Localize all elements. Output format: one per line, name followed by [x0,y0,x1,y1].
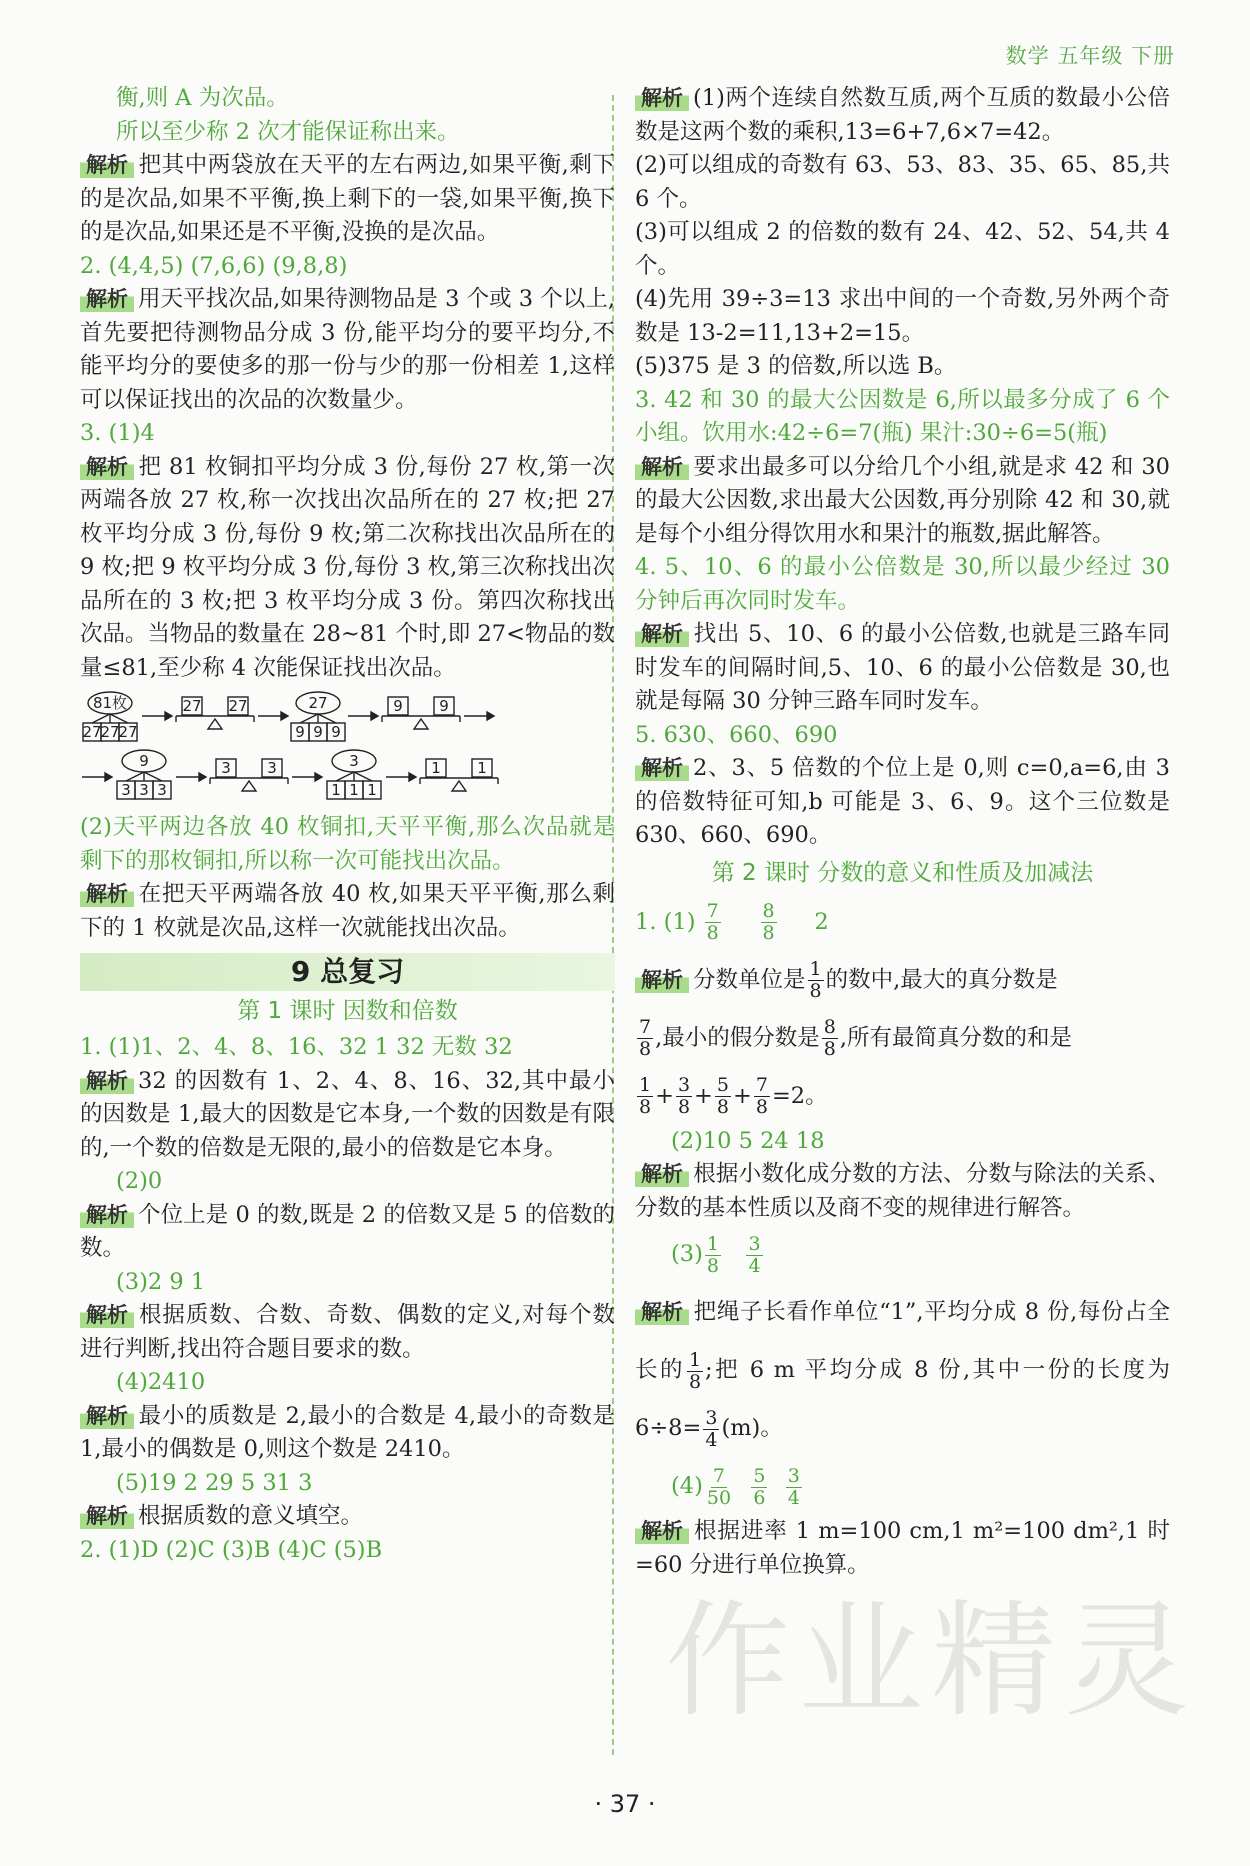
answer-line: 2. (4,4,5) (7,6,6) (9,8,8) [80,252,348,279]
svg-text:3: 3 [121,781,131,799]
analysis: 解析 最小的质数是 2,最小的合数是 4,最小的奇数是 1,最小的偶数是 0,则这个数是 2410。 [80,1402,615,1462]
fraction: $\frac{7}{8}$ [706,900,719,944]
analysis-label: 解析 [80,152,134,178]
page-header: 数学 五年级 下册 [1005,44,1175,68]
svg-text:3: 3 [221,759,231,777]
diagram-label: 81枚 [92,694,128,712]
answer-line: (3) $\frac{1}{8}$ $\frac{3}{4}$ [671,1232,761,1277]
answer-line: 1. (1) $\frac{7}{8}$ $\frac{8}{8}$ 2 [635,900,829,944]
svg-text:1: 1 [477,759,487,777]
svg-text:9: 9 [439,697,449,715]
answer-line: (4)2410 [116,1369,206,1395]
analysis-line: (3)可以组成 2 的倍数的数有 24、42、52、54,共 4 个。 [635,219,1170,279]
svg-text:27: 27 [82,723,102,741]
svg-text:27: 27 [118,723,138,741]
svg-text:27: 27 [228,697,248,715]
analysis: 解析 2、3、5 倍数的个位上是 0,则 c=0,a=6,由 3 的倍数特征可知,b 可能是 3、6、9。这个三位数是 630、660、690。 [635,755,1170,848]
analysis: 解析 32 的因数有 1、2、4、8、16、32,其中最小的因数是 1,最大的因数是它本身,一个数的因数是有限的,一个数的倍数是无限的,最小的倍数是它本身。 [80,1067,615,1161]
analysis-label: 解析 [635,1161,689,1187]
svg-text:1: 1 [349,781,359,799]
lesson-title: 第 2 课时 分数的意义和性质及加减法 [711,859,1094,886]
answer-line: (2)天平两边各放 40 枚铜扣,天平平衡,那么次品就是剩下的那枚铜扣,所以称一次可能找出次品。 [80,814,615,874]
balance-diagram [80,689,500,801]
analysis-line: (2)可以组成的奇数有 63、53、83、35、65、85,共 6 个。 [635,152,1170,212]
answer-line: 衡,则 A 为次品。 [116,85,289,111]
svg-text:3: 3 [349,752,359,770]
svg-text:3: 3 [267,759,277,777]
svg-text:3: 3 [139,781,149,799]
answer-line: 1. (1)1、2、4、8、16、32 1 32 无数 32 [80,1034,513,1060]
analysis: 解析 根据进率 1 m=100 cm,1 m²=100 dm²,1 时=60 分进行单位换算。 [635,1518,1170,1578]
svg-text:27: 27 [308,694,328,712]
analysis-label: 解析 [80,1202,134,1228]
svg-text:9: 9 [393,697,403,715]
answer-line: 2. (1)D (2)C (3)B (4)C (5)B [80,1536,383,1563]
analysis: 解析 根据质数、合数、奇数、偶数的定义,对每个数进行判断,找出符合题目要求的数。 [80,1302,615,1362]
analysis-label: 解析 [80,1302,134,1328]
svg-text:9: 9 [139,752,149,770]
answer-line: (3)2 9 1 [116,1268,206,1295]
analysis: 解析 个位上是 0 的数,既是 2 的倍数又是 5 的倍数的数。 [80,1201,615,1261]
analysis: 解析 把 81 枚铜扣平均分成 3 份,每份 27 枚,第一次两端各放 27 枚,称一次找出次品所在的 27 枚;把 27 枚平均分成 3 份,每份 9 枚;第二次称找出次品所在的 9 枚;把 9 枚平均分成 3 份,每份 3 枚,第三次称找出次品所在的 3 枚;把 3 枚平均分成 3 份。第四次称找出次品。当物品的数量在 28~81 个时,即 27<物品的数量≤81,至少称 4 次能保证找出次品。 [80,453,615,681]
analysis-label: 解析 [80,1503,134,1529]
svg-text:9: 9 [313,723,323,741]
analysis: 解析 分数单位是 $\frac{1}{8}$ 的数中,最大的真分数是 [635,951,1170,1009]
answer-line: (2)10 5 24 18 [671,1127,825,1154]
svg-text:1: 1 [431,759,441,777]
analysis-line: (5)375 是 3 的倍数,所以选 B。 [635,353,957,379]
analysis-label: 解析 [635,621,689,647]
analysis-label: 解析 [635,1518,689,1544]
svg-text:1: 1 [331,781,341,799]
fraction: $\frac{8}{8}$ [762,900,775,944]
analysis: 解析 根据质数的意义填空。 [80,1500,615,1534]
svg-text:9: 9 [331,723,341,741]
lesson-title: 第 1 课时 因数和倍数 [237,998,458,1024]
svg-text:1: 1 [367,781,377,799]
answer-line: 所以至少称 2 次才能保证称出来。 [116,118,460,145]
watermark: 作业精灵 [665,1589,1197,1734]
svg-text:9: 9 [295,723,305,741]
answer-line: 3. 42 和 30 的最大公因数是 6,所以最多分成了 6 个小组。饮用水:42÷6=7(瓶) 果汁:30÷6=5(瓶) [635,386,1170,446]
answer-line: (4) $\frac{7}{50}$ $\frac{5}{6}$ $\frac{3}{4}$ [671,1464,800,1509]
analysis: 解析 在把天平两端各放 40 枚,如果天平平衡,那么剩下的 1 枚就是次品,这样一次就能找出次品。 [80,881,615,941]
answer-line: 3. (1)4 [80,420,155,446]
analysis-label: 解析 [80,1403,134,1429]
answer-line: 4. 5、10、6 的最小公倍数是 30,所以最少经过 30 分钟后再次同时发车。 [635,554,1170,614]
analysis: 解析 把绳子长看作单位“1”,平均分成 8 份,每份占全长的 $\frac{1}{8}$ ;把 6 m 平均分成 8 份,其中一份的长度为 6÷8= $\frac{3}{4}$ (m)。 [635,1299,1170,1451]
analysis: 解析 (1)两个连续自然数互质,两个互质的数最小公倍数是这两个数的乘积,13=6+7,6×7=42。 [635,85,1170,145]
analysis-label: 解析 [80,1068,134,1094]
analysis-line: $\frac{7}{8}$ ,最小的假分数是 $\frac{8}{8}$ ,所有最简真分数的和是 [639,1016,1072,1060]
analysis: 解析 把其中两袋放在天平的左右两边,如果平衡,剩下的是次品,如果不平衡,换上剩下的一袋,如果平衡,换下的是次品,如果还是不平衡,没换的是次品。 [80,152,615,245]
analysis-label: 解析 [635,967,689,993]
right-column [635,82,1170,1582]
left-column [80,82,615,1567]
analysis: 解析 要求出最多可以分给几个小组,就是求 42 和 30 的最大公因数,求出最大公因数,再分别除 42 和 30,就是每个小组分得饮用水和果汁的瓶数,据此解答。 [635,453,1170,547]
analysis-label: 解析 [635,755,689,781]
analysis-label: 解析 [635,85,689,111]
analysis-label: 解析 [80,454,134,480]
analysis-label: 解析 [635,1299,689,1325]
analysis: 解析 根据小数化成分数的方法、分数与除法的关系、分数的基本性质以及商不变的规律进行解答。 [635,1161,1170,1221]
analysis-label: 解析 [635,454,689,480]
svg-text:27: 27 [100,723,120,741]
answer-line: (5)19 2 29 5 31 3 [116,1469,313,1496]
svg-text:3: 3 [157,781,167,799]
svg-text:27: 27 [182,697,202,715]
unit-title: 9 总复习 [80,953,615,991]
page-number: · 37 · [594,1790,656,1818]
answer-line: 5. 630、660、690 [635,721,838,748]
analysis-line: $\frac{1}{8}$ + $\frac{3}{8}$ + $\frac{5}{8}$ + $\frac{7}{8}$ =2。 [639,1074,828,1118]
analysis: 解析 用天平找次品,如果待测物品是 3 个或 3 个以上,首先要把待测物品分成 3 份,能平均分的要平均分,不能平均分的要使多的那一份与少的那一份相差 1,这样可以保证找出的次品的次数量少。 [80,286,615,413]
answer-line: (2)0 [116,1168,163,1194]
analysis-label: 解析 [80,286,134,312]
analysis: 解析 找出 5、10、6 的最小公倍数,也就是三路车同时发车的间隔时间,5、10、6 的最小公倍数是 30,也就是每隔 30 分钟三路车同时发车。 [635,621,1170,714]
analysis-line: (4)先用 39÷3=13 求出中间的一个奇数,另外两个奇数是 13-2=11,13+2=15。 [635,286,1170,346]
analysis-label: 解析 [80,881,134,907]
